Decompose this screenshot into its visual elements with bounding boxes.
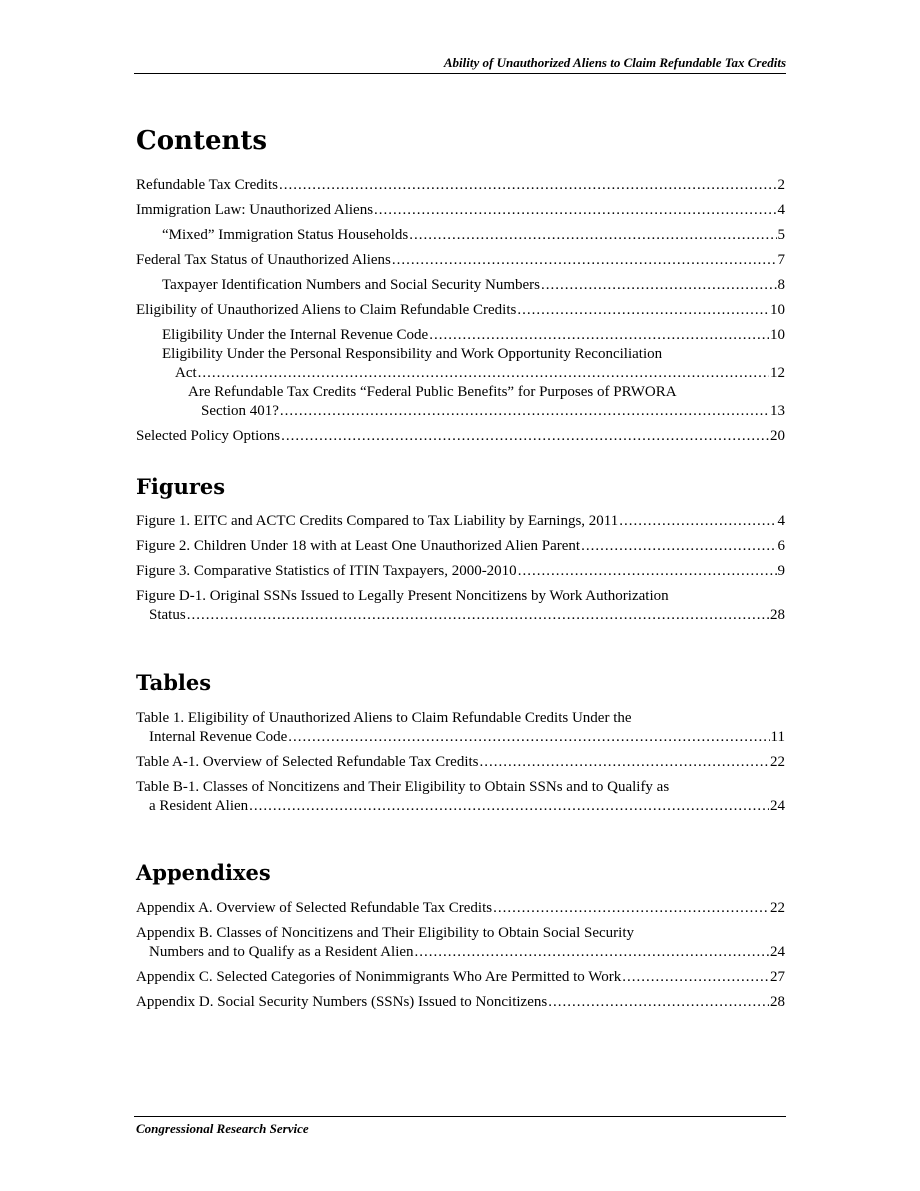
toc-entry[interactable]: Are Refundable Tax Credits “Federal Public Benefits” for Purposes of PRWORA Section 401? ..... 13: [136, 383, 785, 421]
toc-entry[interactable]: Appendix A. Overview of Selected Refundable Tax Credits ..... 22: [136, 899, 785, 918]
page-number: 24: [770, 944, 785, 960]
page-number: 20: [770, 428, 785, 444]
toc-entry[interactable]: Selected Policy Options ..... 20: [136, 427, 785, 446]
toc-entry[interactable]: Appendix B. Classes of Noncitizens and Their Eligibility to Obtain Social Security Numbers and to Qualify as a Resident Alien ..... 24: [136, 924, 785, 962]
page-number: 12: [770, 365, 785, 381]
page-number: 22: [770, 754, 785, 770]
contents-heading: Contents: [136, 126, 268, 156]
page-number: 4: [777, 513, 785, 529]
toc-entry[interactable]: Table B-1. Classes of Noncitizens and Their Eligibility to Obtain SSNs and to Qualify as a Resident Alien ..... 24: [136, 778, 785, 816]
toc-entry[interactable]: Table A-1. Overview of Selected Refundable Tax Credits ..... 22: [136, 753, 785, 772]
page-number: 11: [770, 729, 785, 745]
page-number: 10: [770, 327, 785, 343]
page-number: 2: [777, 177, 785, 193]
page-number: 27: [770, 969, 785, 985]
page-number: 5: [777, 227, 785, 243]
toc-entry[interactable]: Immigration Law: Unauthorized Aliens ..... 4: [136, 201, 785, 220]
tables-list: [136, 709, 785, 822]
footer-rule: [134, 1116, 786, 1117]
contents-list: [136, 176, 785, 452]
figures-list: [136, 512, 785, 631]
appendixes-list: [136, 899, 785, 1018]
figures-heading: Figures: [136, 474, 226, 499]
toc-entry[interactable]: Federal Tax Status of Unauthorized Aliens ..... 7: [136, 251, 785, 270]
running-header: Ability of Unauthorized Aliens to Claim Refundable Tax Credits: [443, 55, 786, 70]
page-number: 9: [777, 563, 785, 579]
toc-entry[interactable]: Figure 1. EITC and ACTC Credits Compared to Tax Liability by Earnings, 2011 ..... 4: [136, 512, 785, 531]
running-footer: Congressional Research Service: [136, 1121, 309, 1136]
toc-entry[interactable]: Table 1. Eligibility of Unauthorized Aliens to Claim Refundable Credits Under the Internal Revenue Code ..... 11: [136, 709, 785, 747]
toc-entry[interactable]: Eligibility Under the Internal Revenue Code ..... 10: [136, 326, 785, 345]
appendixes-heading: Appendixes: [136, 860, 271, 885]
tables-heading: Tables: [136, 670, 212, 695]
page-number: 22: [770, 900, 785, 916]
toc-entry[interactable]: Appendix C. Selected Categories of Nonimmigrants Who Are Permitted to Work ..... 27: [136, 968, 785, 987]
toc-entry[interactable]: Appendix D. Social Security Numbers (SSNs) Issued to Noncitizens ..... 28: [136, 993, 785, 1012]
toc-entry[interactable]: “Mixed” Immigration Status Households ..... 5: [136, 226, 785, 245]
toc-entry[interactable]: Figure 2. Children Under 18 with at Least One Unauthorized Alien Parent ..... 6: [136, 537, 785, 556]
toc-entry[interactable]: Taxpayer Identification Numbers and Social Security Numbers ..... 8: [136, 276, 785, 295]
page-number: 24: [770, 798, 785, 814]
page-number: 7: [777, 252, 785, 268]
page-number: 8: [777, 277, 785, 293]
toc-entry[interactable]: Eligibility of Unauthorized Aliens to Claim Refundable Credits ..... 10: [136, 301, 785, 320]
toc-entry[interactable]: Figure 3. Comparative Statistics of ITIN Taxpayers, 2000-2010 ..... 9: [136, 562, 785, 581]
toc-entry[interactable]: Figure D-1. Original SSNs Issued to Legally Present Noncitizens by Work Authorization Status ..... 28: [136, 587, 785, 625]
page-number: 4: [777, 202, 785, 218]
toc-entry[interactable]: Refundable Tax Credits ..... 2: [136, 176, 785, 195]
page-number: 13: [770, 403, 785, 419]
page-number: 10: [770, 302, 785, 318]
page-number: 28: [770, 607, 785, 623]
header-rule: [134, 73, 786, 74]
toc-entry[interactable]: Eligibility Under the Personal Responsibility and Work Opportunity Reconciliation Act ..... 12: [136, 345, 785, 383]
page-number: 6: [777, 538, 785, 554]
page-number: 28: [770, 994, 785, 1010]
